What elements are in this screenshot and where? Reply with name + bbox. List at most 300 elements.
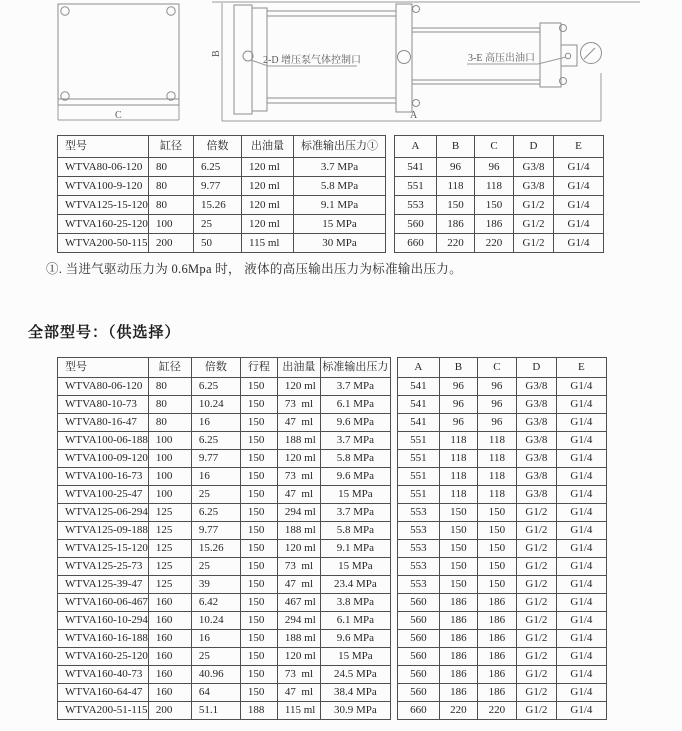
table-cell: 115 ml xyxy=(277,702,320,720)
port-3e-label: 3-E 高压出油口 xyxy=(468,53,535,64)
table-cell: 186 xyxy=(439,594,477,612)
table-row xyxy=(397,396,606,414)
table-cell: 150 xyxy=(477,558,516,576)
table-cell: G1/2 xyxy=(516,702,556,720)
full-model-table-left xyxy=(57,357,391,720)
table-row xyxy=(397,504,606,522)
table-row xyxy=(58,234,386,253)
table-cell: G1/4 xyxy=(556,522,606,540)
table-cell: 96 xyxy=(477,396,516,414)
table-cell: 541 xyxy=(395,158,437,177)
table-cell: 150 xyxy=(240,576,277,594)
table-cell: 186 xyxy=(475,215,514,234)
table-cell: 73 ml xyxy=(277,666,320,684)
full-model-table-right xyxy=(397,357,607,720)
table-cell: 150 xyxy=(439,576,477,594)
table-cell: 25 xyxy=(191,486,240,504)
column-header: A xyxy=(397,358,439,378)
table-row xyxy=(58,177,386,196)
table-cell: G3/8 xyxy=(516,414,556,432)
table-cell: 80 xyxy=(148,414,191,432)
table-row xyxy=(397,522,606,540)
table-cell: G1/2 xyxy=(516,576,556,594)
table-cell: 553 xyxy=(397,558,439,576)
table-cell: 15 MPa xyxy=(294,215,386,234)
table-cell: WTVA160-64-47 xyxy=(58,684,149,702)
table-cell: 120 ml xyxy=(242,196,294,215)
table-cell: 6.25 xyxy=(191,378,240,396)
table-cell: 3.7 MPa xyxy=(320,432,390,450)
table-cell: 73 ml xyxy=(277,396,320,414)
table-cell: WTVA80-06-120 xyxy=(58,378,149,396)
table-cell: 186 xyxy=(477,684,516,702)
table-cell: 150 xyxy=(240,558,277,576)
table-cell: 96 xyxy=(439,396,477,414)
table-cell: G1/4 xyxy=(556,558,606,576)
table-cell: G1/4 xyxy=(556,666,606,684)
table-cell: 16 xyxy=(191,630,240,648)
table-cell: 100 xyxy=(148,432,191,450)
oil-outlet-port xyxy=(565,53,570,58)
table-cell: 9.1 MPa xyxy=(294,196,386,215)
table-cell: 188 ml xyxy=(277,432,320,450)
footnote: ①. 当进气驱动压力为 0.6Mpa 时， 液体的高压输出压力为标准输出压力。 xyxy=(46,262,462,276)
table-cell: G3/8 xyxy=(514,158,554,177)
table-cell: 47 ml xyxy=(277,486,320,504)
table-cell: 150 xyxy=(477,522,516,540)
table-cell: 553 xyxy=(397,522,439,540)
table-cell: 150 xyxy=(439,522,477,540)
table-cell: 118 xyxy=(477,486,516,504)
table-row xyxy=(395,234,604,253)
table-cell: 80 xyxy=(148,378,191,396)
table-row xyxy=(58,468,391,486)
table-cell: WTVA125-39-47 xyxy=(58,576,149,594)
table-cell: 100 xyxy=(149,215,194,234)
table-cell: G1/4 xyxy=(556,504,606,522)
table-cell: 560 xyxy=(395,215,437,234)
table-cell: WTVA125-15-120 xyxy=(58,540,149,558)
table-cell: 100 xyxy=(148,486,191,504)
table-cell: 186 xyxy=(477,594,516,612)
table-cell: 5.8 MPa xyxy=(320,450,390,468)
table-row xyxy=(58,414,391,432)
table-row xyxy=(397,630,606,648)
table-cell: G1/2 xyxy=(516,612,556,630)
table-cell: 150 xyxy=(240,432,277,450)
table-cell: G1/2 xyxy=(516,630,556,648)
table-cell: 25 xyxy=(194,215,242,234)
table-cell: 73 ml xyxy=(277,468,320,486)
table-row xyxy=(58,378,391,396)
table-cell: 560 xyxy=(397,684,439,702)
table-cell: 150 xyxy=(439,540,477,558)
table-cell: 118 xyxy=(439,486,477,504)
table-row xyxy=(58,576,391,594)
table-row xyxy=(58,522,391,540)
table-cell: G3/8 xyxy=(516,468,556,486)
column-header: 出油量 xyxy=(242,136,294,158)
column-header: D xyxy=(514,136,554,158)
table-cell: WTVA125-06-294 xyxy=(58,504,149,522)
table-row xyxy=(397,594,606,612)
table-row xyxy=(58,450,391,468)
table-cell: 560 xyxy=(397,612,439,630)
table-cell: 188 ml xyxy=(277,522,320,540)
table-cell: 294 ml xyxy=(277,612,320,630)
table-cell: 9.77 xyxy=(191,450,240,468)
table-cell: 6.1 MPa xyxy=(320,396,390,414)
table-row xyxy=(58,196,386,215)
table-cell: 96 xyxy=(477,378,516,396)
table-cell: 118 xyxy=(439,432,477,450)
table-cell: G1/4 xyxy=(556,684,606,702)
column-header: 缸径 xyxy=(149,136,194,158)
table-cell: 125 xyxy=(148,522,191,540)
table-cell: 40.96 xyxy=(191,666,240,684)
table-cell: G1/4 xyxy=(556,450,606,468)
table-row xyxy=(397,432,606,450)
table-cell: WTVA100-16-73 xyxy=(58,468,149,486)
table-cell: 160 xyxy=(148,630,191,648)
column-header: 标准输出压力① xyxy=(294,136,386,158)
table-cell: 23.4 MPa xyxy=(320,576,390,594)
table-cell: G1/2 xyxy=(514,234,554,253)
table-cell: G1/4 xyxy=(556,468,606,486)
table-cell: 96 xyxy=(439,378,477,396)
table-row xyxy=(397,414,606,432)
table-row xyxy=(395,177,604,196)
table-cell: 560 xyxy=(397,630,439,648)
table-cell: G1/4 xyxy=(556,414,606,432)
table-cell: WTVA200-50-115 xyxy=(58,234,149,253)
table-cell: 294 ml xyxy=(277,504,320,522)
table-cell: 15 MPa xyxy=(320,648,390,666)
table-cell: G1/2 xyxy=(516,684,556,702)
table-cell: G1/4 xyxy=(554,196,604,215)
table-cell: 120 ml xyxy=(242,158,294,177)
table-cell: 551 xyxy=(397,486,439,504)
table-cell: 125 xyxy=(148,558,191,576)
table-cell: G3/8 xyxy=(516,432,556,450)
table-row xyxy=(397,684,606,702)
table-cell: WTVA160-40-73 xyxy=(58,666,149,684)
table-cell: 9.77 xyxy=(191,522,240,540)
table-cell: WTVA100-09-120 xyxy=(58,450,149,468)
table-cell: 188 xyxy=(240,702,277,720)
table-cell: 39 xyxy=(191,576,240,594)
table-cell: WTVA80-16-47 xyxy=(58,414,149,432)
table-cell: 186 xyxy=(439,666,477,684)
table-cell: 80 xyxy=(149,196,194,215)
table-cell: 80 xyxy=(149,158,194,177)
table-cell: 96 xyxy=(437,158,475,177)
table-cell: 150 xyxy=(439,504,477,522)
table-cell: WTVA80-06-120 xyxy=(58,158,149,177)
table-cell: 9.77 xyxy=(194,177,242,196)
table-cell: 220 xyxy=(475,234,514,253)
table-cell: 118 xyxy=(477,468,516,486)
table-row xyxy=(397,612,606,630)
column-header: E xyxy=(556,358,606,378)
table-cell: 150 xyxy=(240,594,277,612)
table-cell: WTVA125-25-73 xyxy=(58,558,149,576)
table-cell: 150 xyxy=(240,522,277,540)
table-cell: 150 xyxy=(439,558,477,576)
table-cell: 150 xyxy=(240,504,277,522)
table-cell: 25 xyxy=(191,558,240,576)
table-row xyxy=(397,702,606,720)
table-cell: 80 xyxy=(149,177,194,196)
table-cell: 120 ml xyxy=(277,378,320,396)
table-cell: 186 xyxy=(477,648,516,666)
table-cell: G3/8 xyxy=(516,396,556,414)
column-header: 倍数 xyxy=(191,358,240,378)
table-cell: G3/8 xyxy=(514,177,554,196)
table-row xyxy=(397,666,606,684)
table-cell: WTVA80-10-73 xyxy=(58,396,149,414)
table-row xyxy=(58,540,391,558)
table-cell: G1/4 xyxy=(554,158,604,177)
table-cell: 73 ml xyxy=(277,558,320,576)
table-cell: 551 xyxy=(397,432,439,450)
table-cell: 553 xyxy=(397,540,439,558)
table-cell: G1/2 xyxy=(516,504,556,522)
table-cell: 120 ml xyxy=(277,648,320,666)
table-cell: 186 xyxy=(477,630,516,648)
table-row xyxy=(397,648,606,666)
table-cell: G1/4 xyxy=(556,486,606,504)
table-cell: G1/4 xyxy=(556,594,606,612)
table-row xyxy=(397,576,606,594)
table-cell: 120 ml xyxy=(242,215,294,234)
table-cell: 150 xyxy=(240,414,277,432)
table-cell: G1/2 xyxy=(516,666,556,684)
table-cell: 16 xyxy=(191,468,240,486)
port-2d-label: 2-D 增压泵气体控制口 xyxy=(263,55,362,66)
table-cell: 150 xyxy=(240,486,277,504)
table-cell: 100 xyxy=(148,468,191,486)
table-cell: 160 xyxy=(148,594,191,612)
table-row xyxy=(397,540,606,558)
table-cell: WTVA160-10-294 xyxy=(58,612,149,630)
spec-table xyxy=(57,135,604,253)
table-cell: 541 xyxy=(397,414,439,432)
table-cell: WTVA100-9-120 xyxy=(58,177,149,196)
table-cell: 551 xyxy=(395,177,437,196)
table-cell: 160 xyxy=(148,648,191,666)
table-cell: G1/2 xyxy=(514,215,554,234)
table-cell: 38.4 MPa xyxy=(320,684,390,702)
table-cell: 15 MPa xyxy=(320,486,390,504)
gauge xyxy=(581,43,602,64)
table-cell: 186 xyxy=(439,648,477,666)
column-header: 行程 xyxy=(240,358,277,378)
table-row xyxy=(58,396,391,414)
table-cell: 150 xyxy=(477,576,516,594)
table-cell: 10.24 xyxy=(191,396,240,414)
full-model-table xyxy=(57,357,607,720)
table-cell: G1/2 xyxy=(516,558,556,576)
table-cell: G1/4 xyxy=(556,378,606,396)
table-cell: G1/2 xyxy=(514,196,554,215)
table-cell: 220 xyxy=(477,702,516,720)
table-cell: 6.25 xyxy=(191,504,240,522)
table-row xyxy=(395,158,604,177)
table-cell: 3.7 MPa xyxy=(320,378,390,396)
table-cell: G1/4 xyxy=(556,612,606,630)
table-row xyxy=(58,215,386,234)
table-cell: 150 xyxy=(437,196,475,215)
table-row xyxy=(397,486,606,504)
table-cell: G1/4 xyxy=(556,576,606,594)
table-cell: 51.1 xyxy=(191,702,240,720)
table-cell: 118 xyxy=(439,450,477,468)
table-cell: 5.8 MPa xyxy=(320,522,390,540)
table-cell: 118 xyxy=(439,468,477,486)
table-cell: 560 xyxy=(397,648,439,666)
table-cell: 15.26 xyxy=(191,540,240,558)
table-row xyxy=(395,196,604,215)
table-cell: 118 xyxy=(475,177,514,196)
table-cell: 125 xyxy=(148,504,191,522)
table-cell: 160 xyxy=(148,666,191,684)
table-cell: WTVA160-06-467 xyxy=(58,594,149,612)
table-cell: G1/4 xyxy=(556,396,606,414)
table-cell: 16 xyxy=(191,414,240,432)
table-cell: 186 xyxy=(439,630,477,648)
column-header: 型号 xyxy=(58,136,149,158)
table-cell: 47 ml xyxy=(277,684,320,702)
dim-label-b: B xyxy=(211,50,222,57)
table-cell: 118 xyxy=(477,450,516,468)
table-cell: 9.6 MPa xyxy=(320,468,390,486)
table-row xyxy=(395,215,604,234)
header-row xyxy=(58,358,391,378)
table-cell: 125 xyxy=(148,540,191,558)
table-cell: 150 xyxy=(240,450,277,468)
table-cell: 160 xyxy=(148,684,191,702)
table-cell: 150 xyxy=(240,684,277,702)
table-cell: WTVA200-51-115 xyxy=(58,702,149,720)
table-cell: 150 xyxy=(475,196,514,215)
table-cell: 118 xyxy=(437,177,475,196)
table-cell: 120 ml xyxy=(242,177,294,196)
table-cell: 96 xyxy=(475,158,514,177)
table-cell: 186 xyxy=(477,612,516,630)
table-cell: G1/2 xyxy=(516,540,556,558)
table-cell: 220 xyxy=(439,702,477,720)
table-cell: G1/4 xyxy=(556,540,606,558)
table-cell: 15.26 xyxy=(194,196,242,215)
column-header: E xyxy=(554,136,604,158)
table-cell: 6.25 xyxy=(191,432,240,450)
table-cell: 96 xyxy=(477,414,516,432)
table-cell: 553 xyxy=(397,504,439,522)
table-row xyxy=(58,666,391,684)
table-cell: WTVA160-25-120 xyxy=(58,648,149,666)
table-cell: WTVA125-09-188 xyxy=(58,522,149,540)
technical-drawing xyxy=(0,0,682,132)
table-row xyxy=(58,558,391,576)
table-cell: 551 xyxy=(397,468,439,486)
table-cell: 160 xyxy=(148,612,191,630)
table-cell: G3/8 xyxy=(516,378,556,396)
table-row xyxy=(58,432,391,450)
table-cell: 50 xyxy=(194,234,242,253)
table-cell: 80 xyxy=(148,396,191,414)
table-cell: 150 xyxy=(240,612,277,630)
header-row xyxy=(58,136,386,158)
table-cell: 47 ml xyxy=(277,414,320,432)
table-cell: WTVA160-16-188 xyxy=(58,630,149,648)
table-cell: 6.42 xyxy=(191,594,240,612)
table-cell: G1/4 xyxy=(556,432,606,450)
table-cell: 15 MPa xyxy=(320,558,390,576)
table-cell: 3.7 MPa xyxy=(294,158,386,177)
table-row xyxy=(397,378,606,396)
table-cell: 9.6 MPa xyxy=(320,414,390,432)
table-cell: WTVA125-15-120 xyxy=(58,196,149,215)
table-row xyxy=(58,648,391,666)
table-row xyxy=(58,684,391,702)
table-cell: WTVA160-25-120 xyxy=(58,215,149,234)
table-cell: G1/4 xyxy=(556,630,606,648)
table-cell: 120 ml xyxy=(277,450,320,468)
table-cell: 30.9 MPa xyxy=(320,702,390,720)
table-row xyxy=(58,486,391,504)
table-cell: 120 ml xyxy=(277,540,320,558)
table-row xyxy=(58,612,391,630)
table-row xyxy=(58,504,391,522)
table-cell: 200 xyxy=(149,234,194,253)
table-cell: 220 xyxy=(437,234,475,253)
dim-label-c: C xyxy=(115,110,122,121)
table-cell: 541 xyxy=(397,396,439,414)
table-cell: 96 xyxy=(439,414,477,432)
table-cell: 64 xyxy=(191,684,240,702)
table-cell: 186 xyxy=(439,684,477,702)
header-row xyxy=(395,136,604,158)
table-cell: 100 xyxy=(148,450,191,468)
table-cell: 560 xyxy=(397,594,439,612)
table-cell: G1/4 xyxy=(556,702,606,720)
table-cell: 150 xyxy=(240,396,277,414)
table-cell: G1/4 xyxy=(554,215,604,234)
column-header: C xyxy=(475,136,514,158)
table-cell: G1/2 xyxy=(516,594,556,612)
dim-label-a: A xyxy=(410,110,418,121)
table-cell: 150 xyxy=(240,630,277,648)
table-cell: 188 ml xyxy=(277,630,320,648)
table-cell: 186 xyxy=(437,215,475,234)
table-row xyxy=(397,468,606,486)
column-header: C xyxy=(477,358,516,378)
table-cell: 150 xyxy=(240,540,277,558)
spec-table-left xyxy=(57,135,386,253)
table-cell: 24.5 MPa xyxy=(320,666,390,684)
table-row xyxy=(58,594,391,612)
table-cell: 30 MPa xyxy=(294,234,386,253)
table-cell: 553 xyxy=(397,576,439,594)
table-cell: G1/2 xyxy=(516,522,556,540)
table-cell: G1/4 xyxy=(556,648,606,666)
table-cell: 541 xyxy=(397,378,439,396)
column-header: B xyxy=(437,136,475,158)
table-cell: G3/8 xyxy=(516,450,556,468)
table-cell: G1/4 xyxy=(554,177,604,196)
table-cell: G1/2 xyxy=(516,648,556,666)
